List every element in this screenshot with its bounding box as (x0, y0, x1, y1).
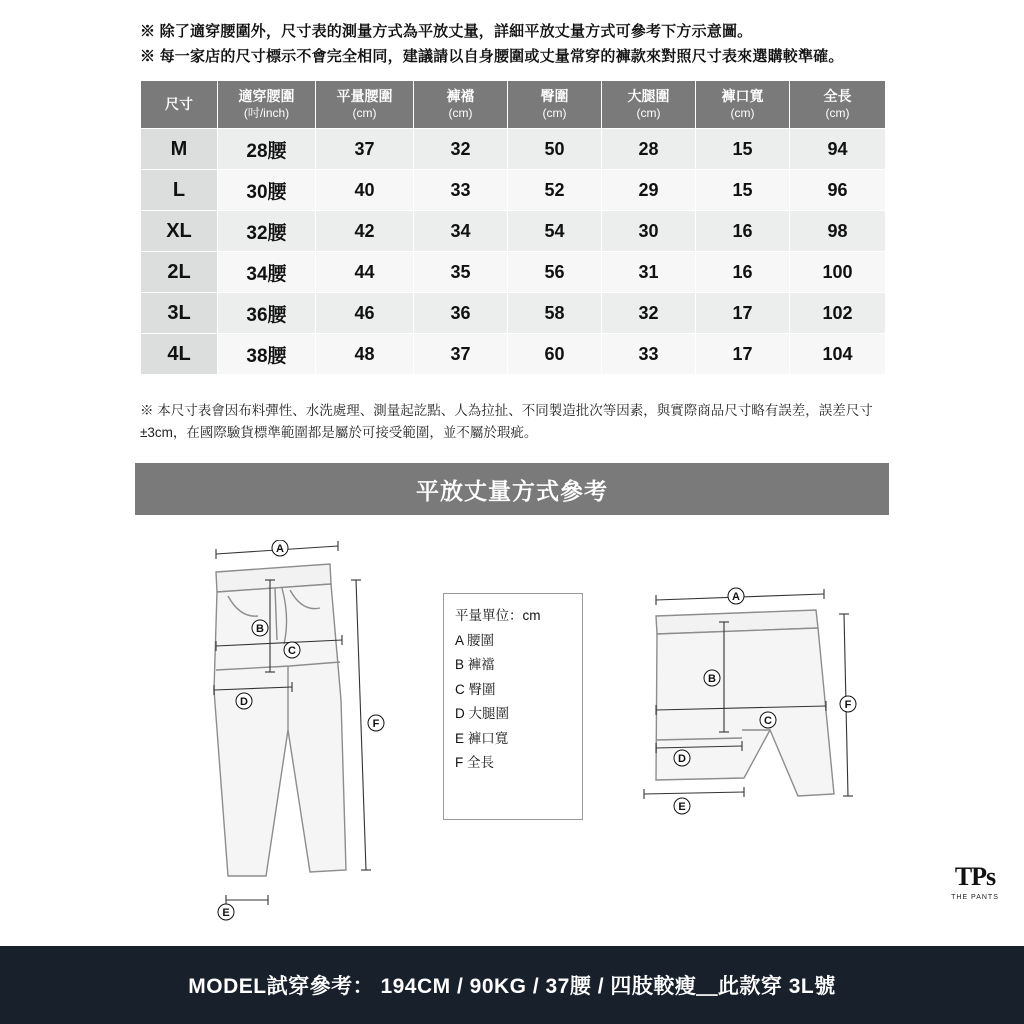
cell-hip: 52 (508, 170, 602, 211)
col-header-length: 全長 (cm) (790, 81, 886, 129)
cell-waist-inch: 38腰 (218, 334, 316, 375)
legend-unit: 平量單位：cm (455, 608, 541, 623)
cell-length: 102 (790, 293, 886, 334)
cell-hip: 58 (508, 293, 602, 334)
cell-waist-cm: 42 (316, 211, 414, 252)
cell-hem: 15 (696, 129, 790, 170)
cell-rise: 37 (414, 334, 508, 375)
cell-hem: 16 (696, 211, 790, 252)
cell-waist-cm: 40 (316, 170, 414, 211)
cell-thigh: 28 (602, 129, 696, 170)
logo-mark: TPs (954, 862, 996, 891)
table-row (141, 334, 886, 375)
cell-rise: 32 (414, 129, 508, 170)
cell-length: 100 (790, 252, 886, 293)
label-c-short: C (764, 715, 772, 727)
cell-size: 2L (141, 252, 218, 293)
cell-waist-inch: 30腰 (218, 170, 316, 211)
note-line-1: ※ 除了適穿腰圍外，尺寸表的測量方式為平放丈量，詳細平放丈量方式可參考下方示意圖。 (140, 23, 753, 40)
label-d-long: D (240, 696, 248, 708)
cell-rise: 33 (414, 170, 508, 211)
legend-box (443, 593, 583, 820)
cell-hem: 17 (696, 334, 790, 375)
label-a-long: A (276, 543, 284, 555)
cell-size: 4L (141, 334, 218, 375)
measurement-disclaimer: ※ 本尺寸表會因布料彈性、水洗處理、測量起訖點、人為拉扯、不同製造批次等因素，與實際商品尺寸略有誤差，誤差尺寸±3cm，在國際驗貨標準範圍都是屬於可接受範圍，並不屬於瑕疵。 (140, 403, 873, 440)
label-c-long: C (288, 645, 296, 657)
cell-size: XL (141, 211, 218, 252)
table-row (141, 252, 886, 293)
legend-item-a: A 腰圍 (455, 632, 495, 648)
label-f-short: F (844, 699, 852, 711)
cell-hem: 17 (696, 293, 790, 334)
model-reference-footer: MODEL試穿參考： 194CM / 90KG / 37腰 / 四肢較瘦＿此款穿 3L號 (0, 946, 1024, 1024)
note-line-2: ※ 每一家店的尺寸標示不會完全相同，建議請以自身腰圍或丈量常穿的褲款來對照尺寸表來選購較準確。 (140, 48, 844, 65)
table-row (141, 129, 886, 170)
label-e-short: E (678, 801, 686, 813)
label-f-long: F (372, 718, 380, 730)
cell-hip: 54 (508, 211, 602, 252)
table-row (141, 293, 886, 334)
col-header-rise: 褲襠 (cm) (414, 81, 508, 129)
cell-thigh: 29 (602, 170, 696, 211)
cell-hem: 16 (696, 252, 790, 293)
cell-hip: 50 (508, 129, 602, 170)
cell-waist-inch: 34腰 (218, 252, 316, 293)
measurement-guide-banner: 平放丈量方式參考 (135, 463, 889, 515)
label-b-short: B (708, 673, 716, 685)
cell-waist-inch: 28腰 (218, 129, 316, 170)
cell-waist-cm: 44 (316, 252, 414, 293)
legend-item-f: F 全長 (455, 755, 494, 770)
cell-size: M (141, 129, 218, 170)
cell-thigh: 33 (602, 334, 696, 375)
cell-size: L (141, 170, 218, 211)
cell-hip: 60 (508, 334, 602, 375)
col-header-hem: 褲口寬 (cm) (696, 81, 790, 129)
col-header-waist-cm: 平量腰圍 (cm) (316, 81, 414, 129)
col-header-hip: 臀圍 (cm) (508, 81, 602, 129)
legend-item-c: C 臀圍 (455, 681, 496, 697)
cell-thigh: 32 (602, 293, 696, 334)
cell-size: 3L (141, 293, 218, 334)
label-d-short: D (678, 753, 686, 765)
cell-rise: 36 (414, 293, 508, 334)
cell-waist-cm: 46 (316, 293, 414, 334)
cell-waist-cm: 37 (316, 129, 414, 170)
label-a-short: A (732, 591, 740, 603)
cell-waist-inch: 36腰 (218, 293, 316, 334)
legend-item-d: D 大腿圍 (455, 706, 509, 721)
col-header-waist-inch: 適穿腰圍 (吋/inch) (218, 81, 316, 129)
size-table-body (141, 129, 886, 375)
cell-rise: 34 (414, 211, 508, 252)
col-header-thigh: 大腿圍 (cm) (602, 81, 696, 129)
long-pants-diagram (170, 540, 430, 945)
cell-length: 98 (790, 211, 886, 252)
cell-waist-cm: 48 (316, 334, 414, 375)
cell-hip: 56 (508, 252, 602, 293)
logo-subtitle: THE PANTS (951, 894, 999, 901)
cell-rise: 35 (414, 252, 508, 293)
table-row (141, 211, 886, 252)
short-pants-diagram (620, 580, 860, 835)
cell-thigh: 31 (602, 252, 696, 293)
cell-waist-inch: 32腰 (218, 211, 316, 252)
brand-logo (940, 862, 1010, 901)
size-table-header (141, 81, 886, 129)
label-e-long: E (222, 907, 230, 919)
cell-thigh: 30 (602, 211, 696, 252)
cell-length: 96 (790, 170, 886, 211)
cell-length: 104 (790, 334, 886, 375)
table-header-row (141, 81, 886, 129)
label-b-long: B (256, 623, 264, 635)
col-header-size: 尺寸 (141, 81, 218, 129)
cell-length: 94 (790, 129, 886, 170)
size-table (140, 80, 886, 375)
table-row (141, 170, 886, 211)
cell-hem: 15 (696, 170, 790, 211)
legend-item-e: E 褲口寬 (455, 730, 509, 746)
legend-item-b: B 褲襠 (455, 657, 495, 672)
